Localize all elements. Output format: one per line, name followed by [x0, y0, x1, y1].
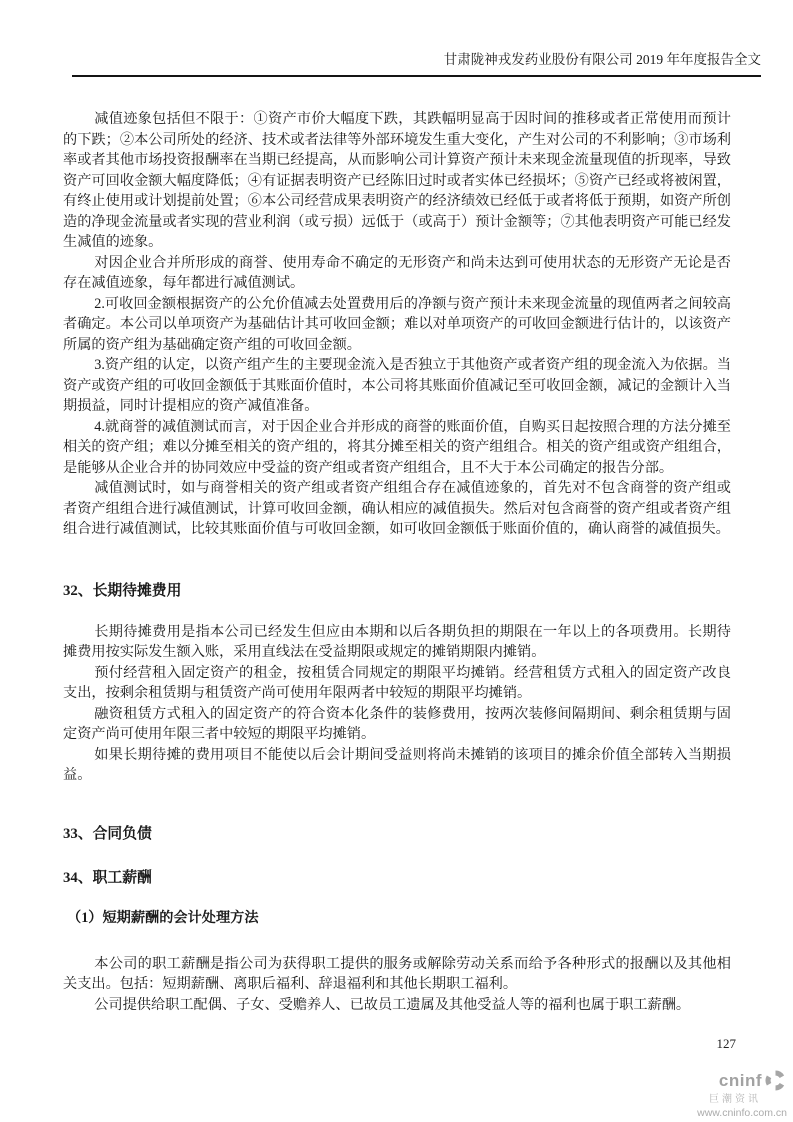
paragraph-employee-compensation-definition: 本公司的职工薪酬是指公司为获得职工提供的服务或解除劳动关系而给予各种形式的报酬以及其他相关支出。包括：短期薪酬、离职后福利、辞退福利和其他长期职工福利。: [63, 955, 731, 992]
heading-33-contract-liabilities: 33、合同负债: [63, 825, 152, 842]
cninfo-brand-text: cninf: [718, 1070, 762, 1090]
paragraph-employee-family-benefits: 公司提供给职工配偶、子女、受赡养人、已故员工遗属及其他受益人等的福利也属于职工薪酬。: [94, 996, 691, 1013]
paragraph-prepaid-operating-lease: 预付经营租入固定资产的租金，按租赁合同规定的期限平均摊销。经营租赁方式租入的固定资产改良支出，按剩余租赁期与租赁资产尚可使用年限两者中较短的期限平均摊销。: [63, 664, 731, 701]
heading-34-employee-compensation: 34、职工薪酬: [63, 869, 152, 886]
paragraph-asset-group-identification: 3.资产组的认定，以资产组产生的主要现金流入是否独立于其他资产或者资产组的现金流入为依据。当资产或资产组的可收回金额低于其账面价值时，本公司将其账面价值减记至可收回金额，减记的金额计入当期损益，同时计提相应的资产减值准备。: [63, 357, 731, 414]
paragraph-goodwill-allocation: 4.就商誉的减值测试而言，对于因企业合并形成的商誉的账面价值，自购买日起按照合理的方法分摊至相关的资产组；难以分摊至相关的资产组的，将其分摊至相关的资产组组合。相关的资产组或资产组组合，是能够从企业合并的协同效应中受益的资产组或者资产组组合，且不大于本公司确定的报告分部。: [63, 418, 731, 476]
paragraph-ltde-definition: 长期待摊费用是指本公司已经发生但应由本期和以后各期负担的期限在一年以上的各项费用。长期待摊费用按实际发生额入账，采用直线法在受益期限或规定的摊销期限内摊销。: [63, 623, 731, 660]
paragraph-goodwill-annual-test: 对因企业合并所形成的商誉、使用寿命不确定的无形资产和尚未达到可使用状态的无形资产无论是否存在减值迹象，每年都进行减值测试。: [63, 254, 731, 291]
cninfo-logo: [697, 1069, 787, 1119]
cninfo-url: www.cninfo.com.cn: [697, 1107, 787, 1119]
paragraph-recoverable-amount: 2.可收回金额根据资产的公允价值减去处置费用后的净额与资产预计未来现金流量的现值两者之间较高者确定。本公司以单项资产为基础估计其可收回金额；难以对单项资产的可收回金额进行估计的，以该资产所属的资产组为基础确定资产组的可收回金额。: [63, 295, 731, 353]
page-number: 127: [716, 1036, 736, 1051]
heading-32-long-term-deferred-expenses: 32、长期待摊费用: [63, 582, 182, 599]
paragraph-goodwill-impairment-test: 减值测试时，如与商誉相关的资产组或者资产组组合存在减值迹象的，首先对不包含商誉的资产组或者资产组组合进行减值测试，计算可收回金额，确认相应的减值损失。然后对包含商誉的资产组或者资产组组合进行减值测试，比较其账面价值与可收回金额，如可收回金额低于账面价值的，确认商誉的减值损失。: [63, 480, 731, 537]
subheading-short-term-compensation-method: （1）短期薪酬的会计处理方法: [67, 909, 259, 926]
cninfo-swirl-icon: [764, 1069, 787, 1092]
paragraph-ltde-transfer-to-profit-loss: 如果长期待摊的费用项目不能使以后会计期间受益则将尚未摊销的该项目的摊余价值全部转入当期损益。: [63, 746, 731, 783]
document-content: [63, 109, 731, 1015]
paragraph-impairment-indicators: 减值迹象包括但不限于：①资产市价大幅度下跌，其跌幅明显高于因时间的推移或者正常使用而预计的下跌；②本公司所处的经济、技术或者法律等外部环境发生重大变化，产生对公司的不利影响；③市场利率或者其他市场投资报酬率在当期已经提高，从而影响公司计算资产预计未来现金流量现值的折现率，导致资产可回收金额大幅度降低；④有证据表明资产已经陈旧过时或者实体已经损坏；⑤资产已经或将被闲置，有终止使用或计划提前处置；⑥本公司经营成果表明资产的经济绩效已经低于或者将低于预期，如资产所创造的净现金流量或者实现的营业利润（或亏损）远低于（或高于）预计金额等；⑦其他表明资产可能已经发生减值的迹象。: [63, 111, 731, 250]
page-header: [72, 50, 761, 77]
report-title: 甘肃陇神戎发药业股份有限公司 2019 年年度报告全文: [443, 52, 761, 67]
cninfo-chinese-name: 巨潮资讯: [709, 1094, 761, 1105]
paragraph-finance-lease-renovation: 融资租赁方式租入的固定资产的符合资本化条件的装修费用，按两次装修间隔期间、剩余租赁期与固定资产尚可使用年限三者中较短的期限平均摊销。: [63, 705, 731, 742]
cninfo-logo-row: [697, 1069, 787, 1092]
